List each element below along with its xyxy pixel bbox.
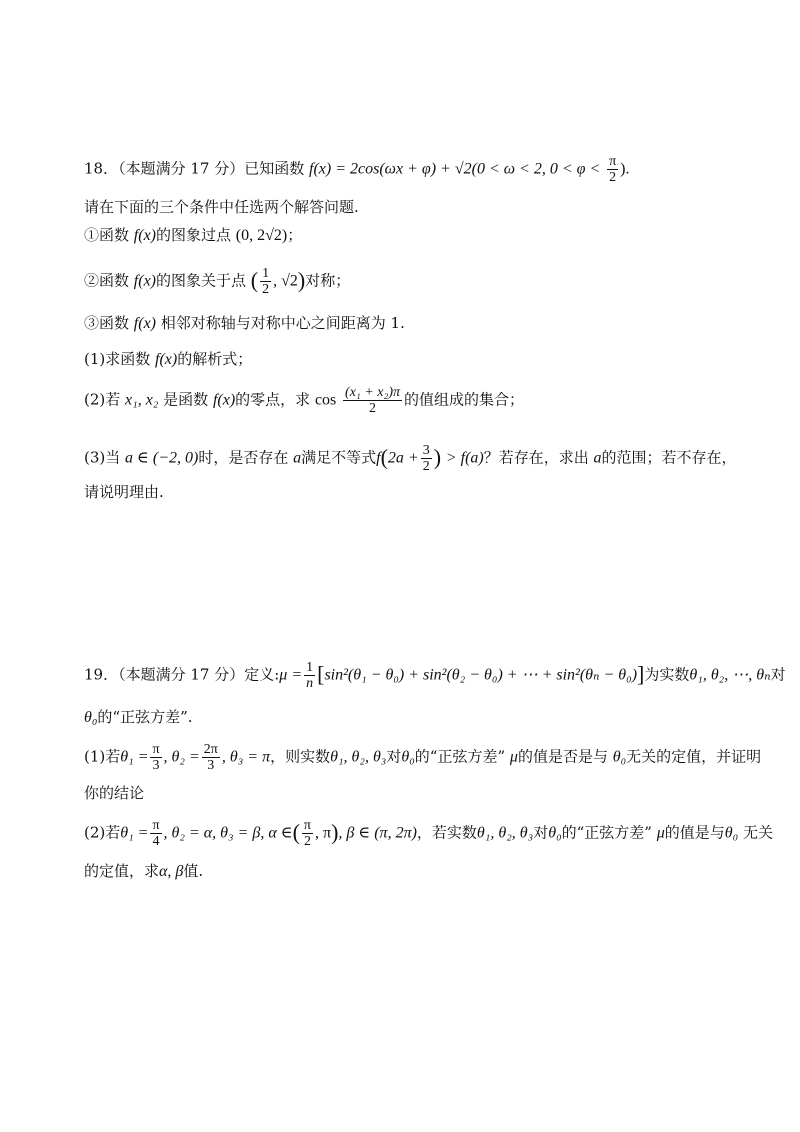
q19-one-over-n: $\frac{1}{n}$ [306,660,314,691]
q18-end: ). [620,160,630,178]
q18-condition-3: ③函数 f(x) 相邻对称轴与对称中心之间距离为 1. [84,314,405,332]
q18-three-halves: $\frac{3}{2}$ [422,443,430,474]
q19-part-1-cont: 你的结论 [84,784,145,802]
q18-part-3-cont: 请说明理由. [84,483,164,501]
q18-condition-1-point: (0, 2√2) [235,227,288,244]
q18-header [84,154,629,185]
q18-condition-1: ①函数 f(x)的图象过点 (0, 2√2)； [84,226,303,244]
q19-points: （本题满分 17 分） [118,665,245,684]
q19-part-2: (2)若θ₁ = $\frac{\pi}{4}$ , θ₂ = α, θ₃ = β, α ∈( $\frac{\pi}{2}$ , π), β ∈ (π, 2π)，若实数θ₁, θ₂, θ₃对θ₀的“正弦方差” μ的值是与θ₀ 无关 [84,818,774,849]
q18-part-2: (2)若 x₁, x₂ 是函数 f(x)的零点，求 cos $\frac{\text{(x₁ + x₂)π}}{2}$ 的值组成的集合； [84,385,525,416]
q18-function-definition: f(x) = 2cos(ωx + φ) + √2(0 < ω < 2, 0 < φ < [309,160,601,178]
q18-part-3: (3)当 a ∈ (−2, 0)时，是否存在 a满足不等式f(2a + $\frac{3}{2}$ ) > f(a)？若存在，求出 a的范围；若不存在， [84,443,737,474]
q18-instruction: 请在下面的三个条件中任选两个解答问题. [84,198,359,216]
q18-cos-argument: $\frac{\text{(x₁ + x₂)π}}{2}$ [345,385,400,416]
q18-pi-over-2: $\frac{\pi}{2}$ [609,154,617,185]
q18-condition-2: ②函数 f(x)的图象关于点 ( $\frac{1}{2}$ , √2)对称； [84,266,351,297]
q19-sine-sum: sin²(θ₁ − θ₀) + sin²(θ₂ − θ₀) + ⋯ + sin²(θₙ − θ₀) [324,666,638,684]
q18-points: （本题满分 17 分） [118,159,245,178]
q19-header-cont: θ₀的“正弦方差”. [84,708,193,726]
q19-number: 19． [84,665,119,684]
q18-number: 18． [84,159,119,178]
q19-part-2-cont: 的定值，求α, β值. [84,862,204,880]
q18-lead: 已知函数 [244,159,305,178]
q18-half: $\frac{1}{2}$ [262,266,270,297]
q18-part-1: (1)求函数 f(x)的解析式； [84,350,253,368]
q19-header: 19．（本题满分 17 分）定义:μ = $\frac{1}{n}$ [sin²(θ₁ − θ₀) + sin²(θ₂ − θ₀) + ⋯ + sin²(θₙ − θ₀)]为实数θ₁, θ₂, ⋯, θₙ对 [84,660,786,691]
q19-part-1: (1)若θ₁ = $\frac{\pi}{3}$ , θ₂ = $\frac{2\pi}{3}$ , θ₃ = π，则实数θ₁, θ₂, θ₃对θ₀的“正弦方差” μ的值是否是与 θ₀无关的定值，并证明 [84,742,762,773]
